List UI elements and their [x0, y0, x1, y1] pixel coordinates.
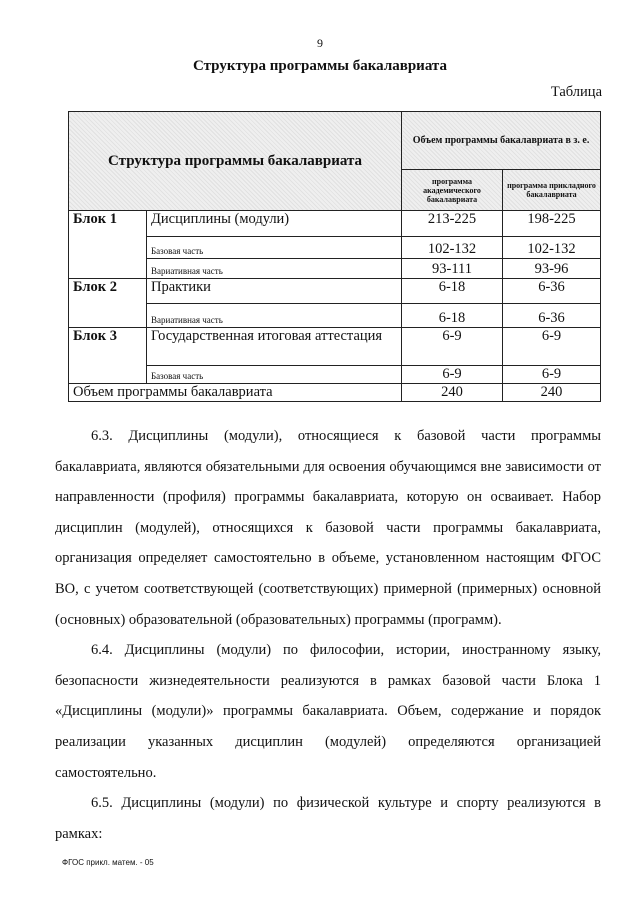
footer-note: ФГОС прикл. матем. - 05 [62, 858, 154, 867]
table-row [69, 279, 601, 304]
header-applied: программа прикладного бакалавриата [503, 170, 601, 211]
page-number: 9 [317, 36, 323, 50]
header-structure: Структура программы бакалавриата [69, 112, 402, 211]
table-row [69, 237, 601, 259]
row-name: Практики [147, 279, 402, 304]
paragraph-6-5: 6.5. Дисциплины (модули) по физической культуре и спорту реализуются в рамках: [55, 795, 601, 842]
table-row-total [69, 384, 601, 402]
row-name: Вариативная часть [147, 259, 402, 279]
header-academic: программа академического бакалавриата [402, 170, 503, 211]
cell-academic: 6-9 [402, 328, 503, 366]
paragraph-6-3: 6.3. Дисциплины (модули), относящиеся к базовой части программы бакалавриата, являются обязательными для освоения обучающимся вне зависимости от направленности (профиля) программы бакалавриата, которую он осваивает. Набор дисциплин (модулей), относящихся к базовой части программы бакалавриата, организация определяет самостоятельно в объеме, установленном настоящим ФГОС ВО, с учетом соответствующей (соответствующих) примерной (примерных) основной (основных) образовательной (образовательных) программы (программ). [55, 428, 601, 628]
cell-academic: 213-225 [402, 211, 503, 237]
cell-applied: 6-9 [503, 328, 601, 366]
table-row [69, 211, 601, 237]
body-text [55, 421, 601, 849]
cell-applied: 6-36 [503, 304, 601, 328]
cell-applied: 6-36 [503, 279, 601, 304]
cell-applied: 93-96 [503, 259, 601, 279]
block-label: Блок 3 [69, 328, 147, 384]
paragraph-6-4: 6.4. Дисциплины (модули) по философии, истории, иностранному языку, безопасности жизнедеятельности реализуются в рамках базовой части Блока 1 «Дисциплины (модули)» программы бакалавриата. Объем, содержание и порядок реализации указанных дисциплин (модулей) определяются организацией самостоятельно. [55, 642, 601, 781]
block-label: Блок 2 [69, 279, 147, 328]
cell-applied: 198-225 [503, 211, 601, 237]
table-row [69, 259, 601, 279]
document-title: Структура программы бакалавриата [193, 58, 447, 74]
row-name: Вариативная часть [147, 304, 402, 328]
cell-academic: 6-18 [402, 304, 503, 328]
cell-academic: 6-18 [402, 279, 503, 304]
row-name: Базовая часть [147, 366, 402, 384]
cell-academic: 93-111 [402, 259, 503, 279]
cell-applied: 240 [503, 384, 601, 402]
table-caption: Таблица [550, 84, 602, 100]
program-structure-table [68, 111, 601, 402]
block-label: Блок 1 [69, 211, 147, 279]
table-row [69, 366, 601, 384]
cell-applied: 6-9 [503, 366, 601, 384]
table-row [69, 304, 601, 328]
table-row [69, 328, 601, 366]
row-name: Базовая часть [147, 237, 402, 259]
cell-academic: 240 [402, 384, 503, 402]
row-name: Объем программы бакалавриата [69, 384, 402, 402]
row-name: Государственная итоговая аттестация [147, 328, 402, 366]
row-name: Дисциплины (модули) [147, 211, 402, 237]
cell-academic: 6-9 [402, 366, 503, 384]
cell-applied: 102-132 [503, 237, 601, 259]
header-volume: Объем программы бакалавриата в з. е. [402, 112, 601, 170]
cell-academic: 102-132 [402, 237, 503, 259]
